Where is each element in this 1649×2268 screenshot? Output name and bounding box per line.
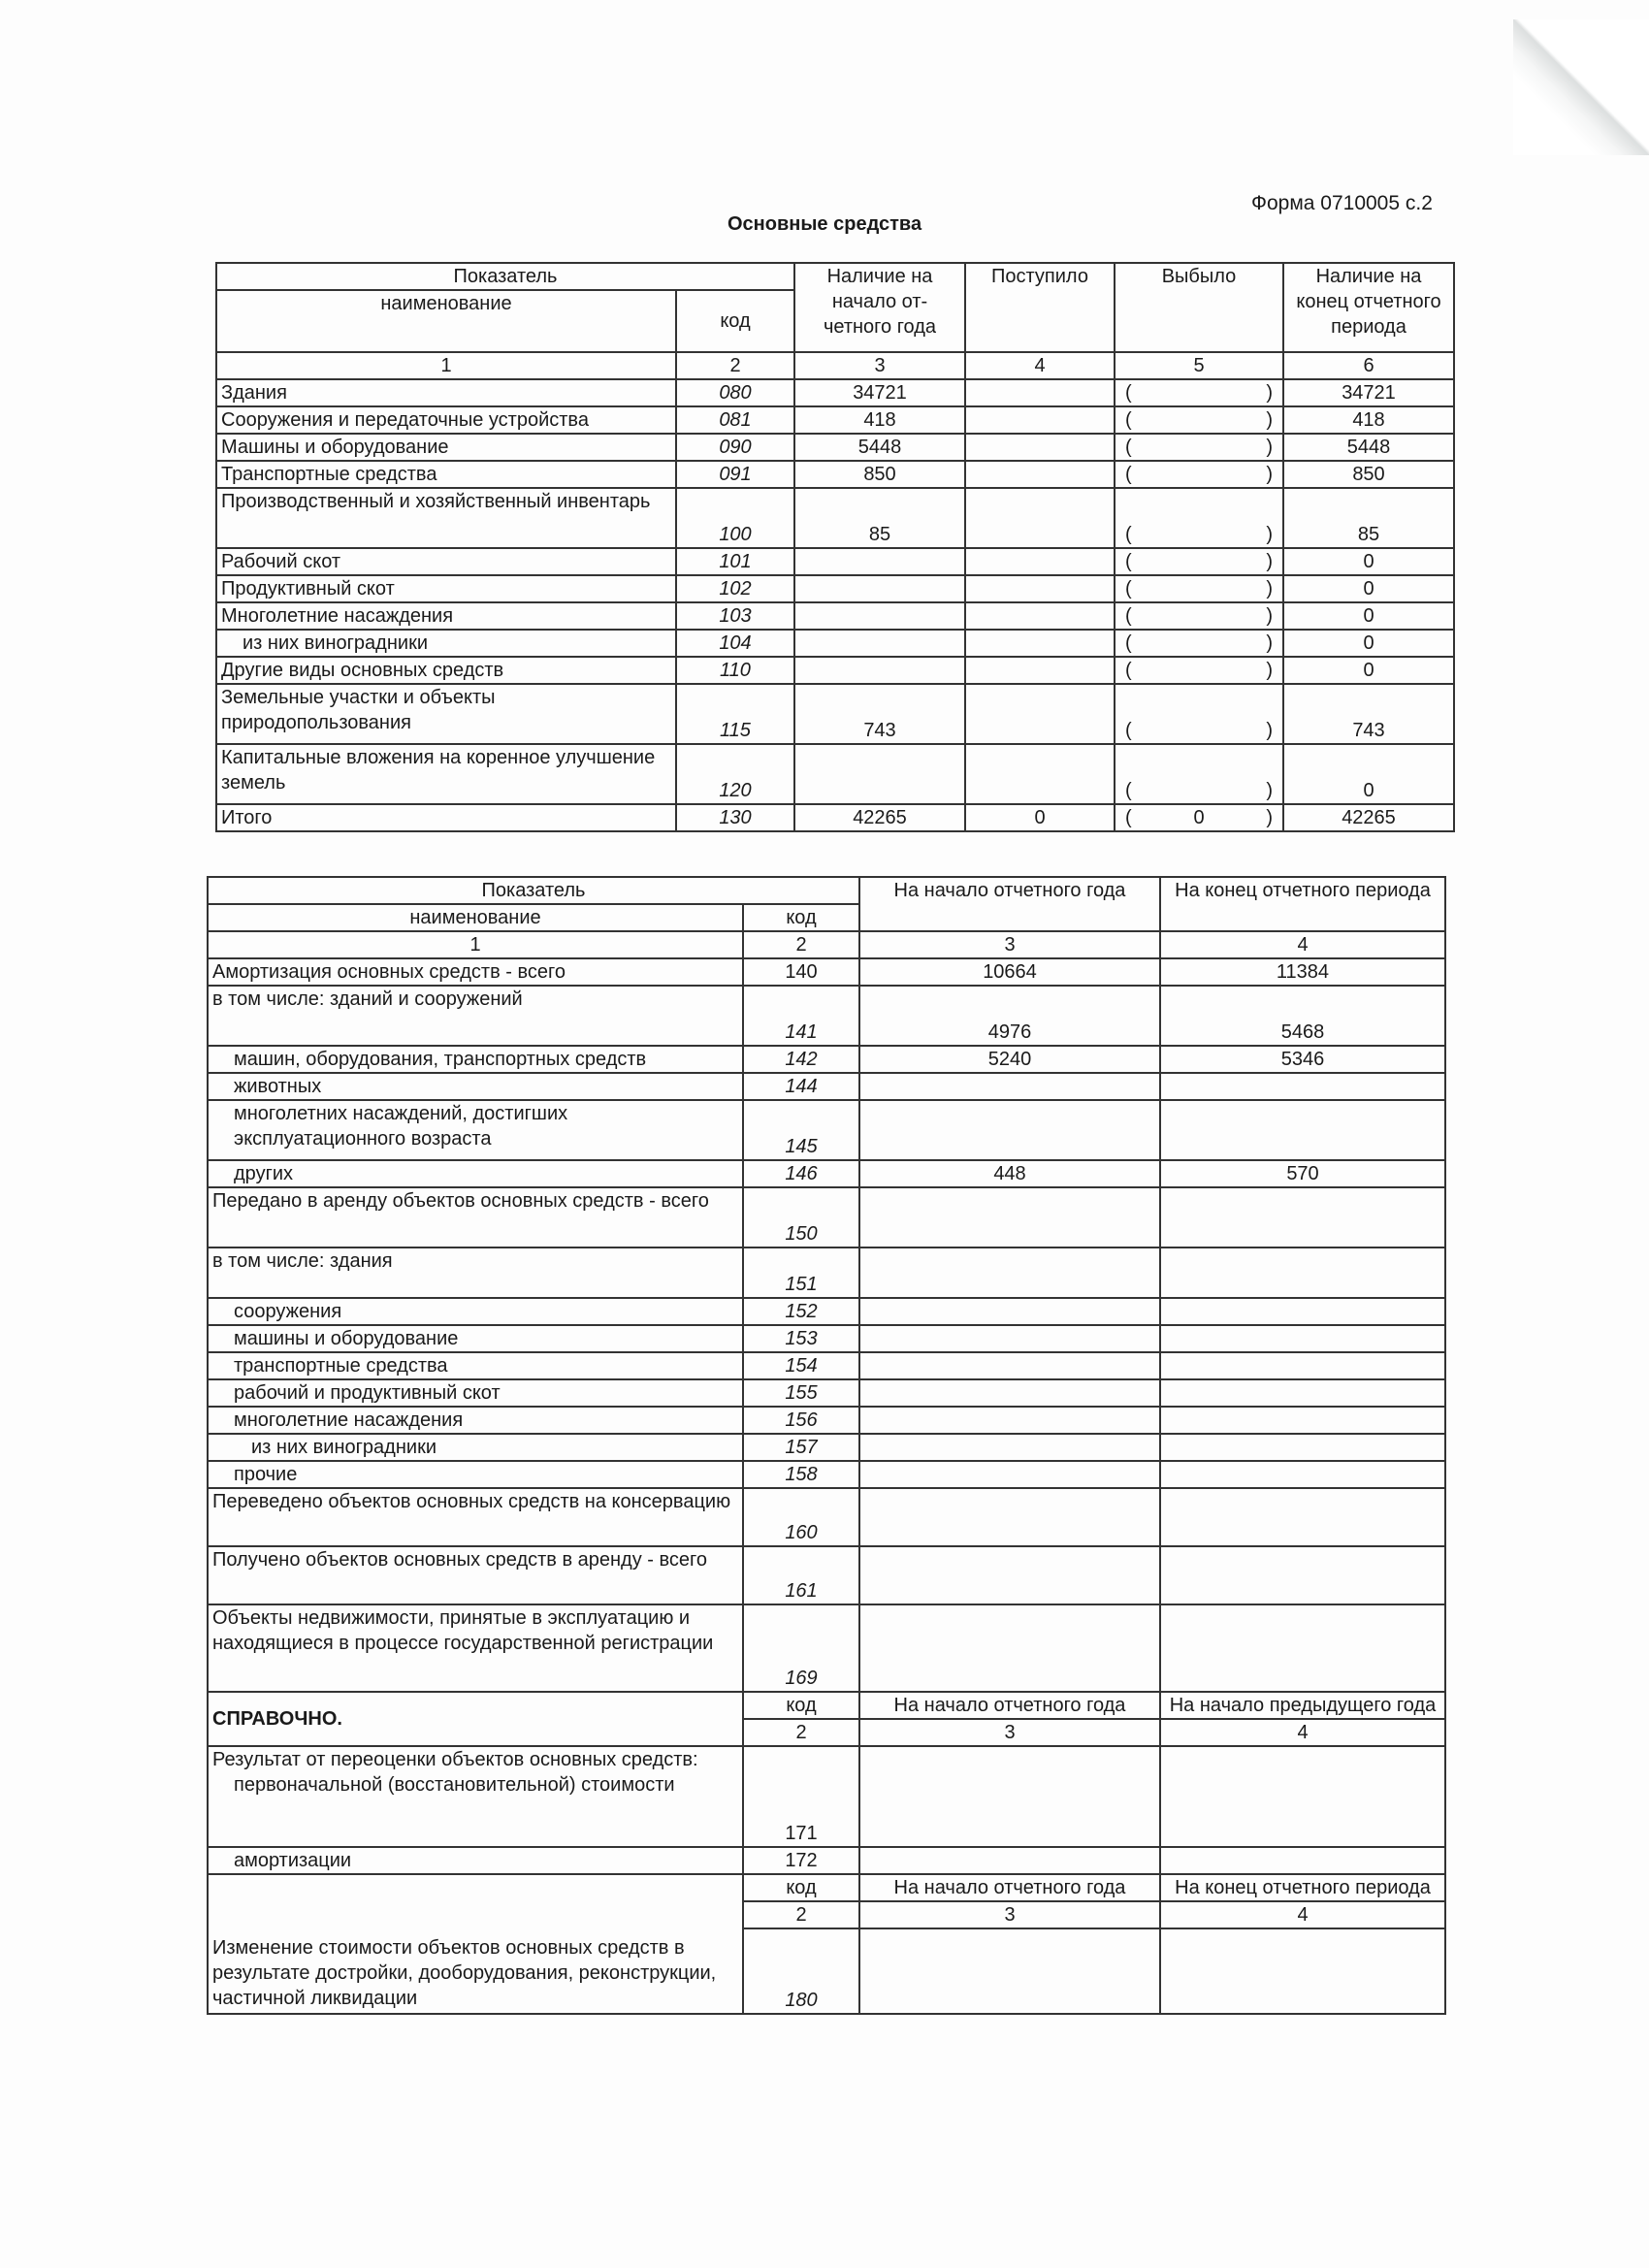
row-code: 180 [743, 1928, 859, 2014]
row-code: 172 [743, 1847, 859, 1874]
cell-disposed[interactable] [1115, 488, 1283, 548]
col-number: 4 [1160, 931, 1445, 958]
col-number: 3 [859, 1719, 1160, 1746]
col-number: 3 [859, 931, 1160, 958]
cell-end[interactable] [1160, 1073, 1445, 1100]
table-row [208, 1434, 1445, 1461]
row-code: 100 [676, 488, 794, 548]
col-number: 2 [676, 352, 794, 379]
row-name: Итого [216, 804, 676, 831]
cell-start[interactable]: 85 [794, 488, 965, 548]
cell-start[interactable]: 850 [794, 461, 965, 488]
cell-start[interactable] [859, 1379, 1160, 1407]
row-code: 102 [676, 575, 794, 602]
row-code: 158 [743, 1461, 859, 1488]
cell-start[interactable] [794, 630, 965, 657]
row-name: Другие виды основных средств [216, 657, 676, 684]
col-number: 1 [216, 352, 676, 379]
header-indicator: Показатель [216, 263, 794, 290]
row-code: 157 [743, 1434, 859, 1461]
row-code: 120 [676, 744, 794, 804]
col-number: 2 [743, 1719, 859, 1746]
cell-end[interactable] [1160, 1407, 1445, 1434]
cell-disposed[interactable] [1115, 630, 1283, 657]
close-paren: ) [1266, 578, 1273, 599]
open-paren: ( [1125, 382, 1132, 404]
cell-end[interactable] [1160, 1187, 1445, 1247]
cell-disposed[interactable] [1115, 602, 1283, 630]
close-paren: ) [1266, 382, 1273, 404]
open-paren: ( [1125, 551, 1132, 572]
row-name: из них виноградники [216, 630, 676, 657]
cell-start[interactable] [859, 1187, 1160, 1247]
row-name: из них виноградники [208, 1434, 743, 1461]
close-paren: ) [1266, 524, 1273, 545]
cell-received[interactable] [965, 630, 1115, 657]
row-code: 152 [743, 1298, 859, 1325]
cell-start[interactable] [794, 548, 965, 575]
open-paren: ( [1125, 437, 1132, 458]
cell-end[interactable]: 0 [1283, 602, 1454, 630]
header-start: Наличие на начало от-четного года [794, 263, 965, 352]
table-row [216, 630, 1454, 657]
cell-start[interactable] [859, 1352, 1160, 1379]
row-name: Земельные участки и объекты природопользования [216, 684, 676, 744]
cell-disposed[interactable] [1115, 548, 1283, 575]
table-row [208, 1488, 1445, 1546]
cell-start[interactable] [859, 1461, 1160, 1488]
revaluation-group-label: Результат от переоценки объектов основных средств: [212, 1749, 698, 1770]
table-row [208, 1352, 1445, 1379]
header-end: Наличие на конец отчетного периода [1283, 263, 1454, 352]
row-code: 103 [676, 602, 794, 630]
fixed-assets-table [215, 262, 1455, 832]
cell-received[interactable] [965, 434, 1115, 461]
ref-header-code: код [743, 1692, 859, 1719]
cell-end[interactable]: 850 [1283, 461, 1454, 488]
cell-end[interactable]: 11384 [1160, 958, 1445, 986]
col-number: 6 [1283, 352, 1454, 379]
cell-disposed[interactable] [1115, 657, 1283, 684]
table-row [208, 1461, 1445, 1488]
row-name: многолетних насаждений, достигших эксплуатационного возраста [208, 1100, 743, 1160]
row-code: 161 [743, 1546, 859, 1604]
close-paren: ) [1266, 780, 1273, 801]
row-code: 171 [743, 1746, 859, 1847]
table-row [216, 461, 1454, 488]
cell-end[interactable]: 85 [1283, 488, 1454, 548]
table-row [216, 804, 1454, 831]
cell-col4[interactable] [1160, 1928, 1445, 2014]
table-row [216, 602, 1454, 630]
row-code: 156 [743, 1407, 859, 1434]
cell-end[interactable] [1160, 1488, 1445, 1546]
cell-received[interactable] [965, 406, 1115, 434]
cell-end[interactable]: 418 [1283, 406, 1454, 434]
page-fold-corner [1513, 19, 1649, 155]
header-start: На начало отчетного года [859, 877, 1160, 931]
row-name: Производственный и хозяйственный инвентарь [216, 488, 676, 548]
close-paren: ) [1266, 409, 1273, 431]
cell-disposed[interactable] [1115, 434, 1283, 461]
header-code: код [676, 290, 794, 352]
row-name: машины и оборудование [208, 1325, 743, 1352]
table-row [208, 1073, 1445, 1100]
header-indicator: Показатель [208, 877, 859, 904]
row-name: Сооружения и передаточные устройства [216, 406, 676, 434]
cell-col4[interactable] [1160, 1746, 1445, 1847]
open-paren: ( [1125, 524, 1132, 545]
row-code: 110 [676, 657, 794, 684]
row-name: Машины и оборудование [216, 434, 676, 461]
depreciation-table [207, 876, 1446, 2015]
cell-start[interactable] [859, 1604, 1160, 1692]
row-code: 155 [743, 1379, 859, 1407]
open-paren: ( [1125, 464, 1132, 485]
cell-received[interactable] [965, 548, 1115, 575]
cell-col4[interactable] [1160, 1847, 1445, 1874]
row-name: прочие [208, 1461, 743, 1488]
cell-end[interactable]: 0 [1283, 657, 1454, 684]
cell-start[interactable]: 418 [794, 406, 965, 434]
cell-disposed[interactable] [1115, 744, 1283, 804]
row-code: 144 [743, 1073, 859, 1100]
cell-disposed[interactable] [1115, 575, 1283, 602]
cell-start[interactable] [794, 575, 965, 602]
cell-col3[interactable] [859, 1746, 1160, 1847]
row-code: 091 [676, 461, 794, 488]
cell-end[interactable]: 0 [1283, 548, 1454, 575]
row-code: 146 [743, 1160, 859, 1187]
row-code: 101 [676, 548, 794, 575]
cell-end[interactable]: 42265 [1283, 804, 1454, 831]
cell-received[interactable] [965, 657, 1115, 684]
cell-start[interactable] [859, 1298, 1160, 1325]
table-row [208, 986, 1445, 1046]
close-paren: ) [1266, 807, 1273, 828]
cell-end[interactable]: 5468 [1160, 986, 1445, 1046]
open-paren: ( [1125, 660, 1132, 681]
cell-disposed[interactable] [1115, 461, 1283, 488]
row-name: Многолетние насаждения [216, 602, 676, 630]
col-number: 3 [859, 1901, 1160, 1928]
row-name: Амортизация основных средств - всего [208, 958, 743, 986]
cell-end[interactable] [1160, 1434, 1445, 1461]
row-code: 104 [676, 630, 794, 657]
row-code: 090 [676, 434, 794, 461]
row-name: в том числе: здания [208, 1247, 743, 1298]
cell-disposed[interactable] [1115, 684, 1283, 744]
row-name: Переведено объектов основных средств на консервацию [208, 1488, 743, 1546]
row-code: 080 [676, 379, 794, 406]
cell-start[interactable] [859, 1546, 1160, 1604]
cell-end[interactable]: 570 [1160, 1160, 1445, 1187]
row-name: транспортные средства [208, 1352, 743, 1379]
table-row [208, 1160, 1445, 1187]
col-number: 1 [208, 931, 743, 958]
table-row [216, 488, 1454, 548]
cell-start[interactable]: 10664 [859, 958, 1160, 986]
table-row [208, 1546, 1445, 1604]
row-name [208, 1746, 743, 1847]
row-171-name: первоначальной (восстановительной) стоимости [234, 1774, 675, 1796]
header-end: На конец отчетного периода [1160, 877, 1445, 931]
row-code: 153 [743, 1325, 859, 1352]
cell-start[interactable]: 448 [859, 1160, 1160, 1187]
col-number: 2 [743, 1901, 859, 1928]
table-row [208, 1379, 1445, 1407]
col-number: 4 [965, 352, 1115, 379]
cell-received[interactable] [965, 488, 1115, 548]
open-paren: ( [1125, 780, 1132, 801]
row-code: 081 [676, 406, 794, 434]
row-code: 160 [743, 1488, 859, 1546]
cell-end[interactable] [1160, 1298, 1445, 1325]
row-name: Объекты недвижимости, принятые в эксплуатацию и находящиеся в процессе государственной регистрации [208, 1604, 743, 1692]
header-name: наименование [216, 290, 676, 352]
cell-col3[interactable] [859, 1928, 1160, 2014]
table-row [208, 1187, 1445, 1247]
cell-start[interactable]: 34721 [794, 379, 965, 406]
cell-start[interactable]: 4976 [859, 986, 1160, 1046]
header-received: Поступило [965, 263, 1115, 352]
cell-received[interactable] [965, 461, 1115, 488]
cell-received[interactable] [965, 684, 1115, 744]
cell-end[interactable] [1160, 1100, 1445, 1160]
col-number: 4 [1160, 1719, 1445, 1746]
cell-received[interactable]: 0 [965, 804, 1115, 831]
table-row [216, 744, 1454, 804]
row-name: Транспортные средства [216, 461, 676, 488]
table-row [208, 1847, 1445, 1874]
cell-start[interactable]: 743 [794, 684, 965, 744]
row-name: машин, оборудования, транспортных средств [208, 1046, 743, 1073]
cell-start[interactable] [859, 1100, 1160, 1160]
cell-disposed[interactable] [1115, 406, 1283, 434]
change-header-col4: На конец отчетного периода [1160, 1874, 1445, 1901]
col-number: 3 [794, 352, 965, 379]
table-row [216, 406, 1454, 434]
row-code: 130 [676, 804, 794, 831]
row-name: Продуктивный скот [216, 575, 676, 602]
col-number: 4 [1160, 1901, 1445, 1928]
cell-received[interactable] [965, 602, 1115, 630]
header-name: наименование [208, 904, 743, 931]
row-name: сооружения [208, 1298, 743, 1325]
table-row [216, 657, 1454, 684]
table-row [216, 684, 1454, 744]
open-paren: ( [1125, 409, 1132, 431]
row-name: Передано в аренду объектов основных средств - всего [208, 1187, 743, 1247]
ref-header-col3: На начало отчетного года [859, 1692, 1160, 1719]
row-code: 169 [743, 1604, 859, 1692]
cell-end[interactable]: 5448 [1283, 434, 1454, 461]
cell-start[interactable] [794, 744, 965, 804]
cell-start[interactable] [859, 1488, 1160, 1546]
cell-end[interactable] [1160, 1325, 1445, 1352]
table-row [216, 379, 1454, 406]
cell-received[interactable] [965, 379, 1115, 406]
cell-received[interactable] [965, 575, 1115, 602]
close-paren: ) [1266, 605, 1273, 627]
table-row [216, 575, 1454, 602]
cell-start[interactable] [859, 1434, 1160, 1461]
row-code: 145 [743, 1100, 859, 1160]
row-name: рабочий и продуктивный скот [208, 1379, 743, 1407]
cell-end[interactable] [1160, 1352, 1445, 1379]
row-code: 142 [743, 1046, 859, 1073]
cell-end[interactable]: 743 [1283, 684, 1454, 744]
table-row [208, 1604, 1445, 1692]
cell-start[interactable]: 5448 [794, 434, 965, 461]
row-name: других [208, 1160, 743, 1187]
cell-col3[interactable] [859, 1847, 1160, 1874]
table-row [208, 1046, 1445, 1073]
ref-header-col4: На начало предыдущего года [1160, 1692, 1445, 1719]
cell-end[interactable]: 0 [1283, 575, 1454, 602]
table-row [208, 958, 1445, 986]
row-name: Здания [216, 379, 676, 406]
close-paren: ) [1266, 551, 1273, 572]
row-code: 140 [743, 958, 859, 986]
cell-end[interactable] [1160, 1546, 1445, 1604]
cell-end[interactable]: 5346 [1160, 1046, 1445, 1073]
change-row-name: Изменение стоимости объектов основных средств в результате достройки, дооборудования, реконструкции, частичной ликвидации [208, 1874, 743, 2014]
col-number: 2 [743, 931, 859, 958]
cell-end[interactable]: 34721 [1283, 379, 1454, 406]
table-row [208, 1746, 1445, 1847]
row-name: Капитальные вложения на коренное улучшение земель [216, 744, 676, 804]
cell-end[interactable]: 0 [1283, 630, 1454, 657]
cell-start[interactable] [859, 1073, 1160, 1100]
row-name: Получено объектов основных средств в аренду - всего [208, 1546, 743, 1604]
cell-end[interactable] [1160, 1604, 1445, 1692]
cell-disposed[interactable] [1115, 804, 1283, 831]
row-name: амортизации [208, 1847, 743, 1874]
cell-received[interactable] [965, 744, 1115, 804]
cell-start[interactable]: 42265 [794, 804, 965, 831]
form-reference: Форма 0710005 с.2 [1251, 192, 1433, 214]
close-paren: ) [1266, 464, 1273, 485]
row-code: 154 [743, 1352, 859, 1379]
cell-end[interactable] [1160, 1379, 1445, 1407]
cell-start[interactable] [859, 1325, 1160, 1352]
row-name: в том числе: зданий и сооружений [208, 986, 743, 1046]
header-disposed: Выбыло [1115, 263, 1283, 352]
table-row [208, 1247, 1445, 1298]
cell-end[interactable]: 0 [1283, 744, 1454, 804]
cell-start[interactable] [794, 602, 965, 630]
table-row [208, 1325, 1445, 1352]
close-paren: ) [1266, 720, 1273, 741]
change-header-col3: На начало отчетного года [859, 1874, 1160, 1901]
table-row [216, 434, 1454, 461]
row-code: 141 [743, 986, 859, 1046]
disposed-value: 0 [1193, 807, 1205, 828]
col-number: 5 [1115, 352, 1283, 379]
open-paren: ( [1125, 632, 1132, 654]
reference-label: СПРАВОЧНО. [208, 1692, 743, 1746]
table-row [208, 1298, 1445, 1325]
open-paren: ( [1125, 807, 1132, 828]
open-paren: ( [1125, 578, 1132, 599]
cell-start[interactable]: 5240 [859, 1046, 1160, 1073]
page-title: Основные средства [728, 213, 922, 235]
cell-disposed[interactable] [1115, 379, 1283, 406]
table-row [216, 548, 1454, 575]
row-name: Рабочий скот [216, 548, 676, 575]
close-paren: ) [1266, 632, 1273, 654]
table-row [208, 1100, 1445, 1160]
cell-start[interactable] [794, 657, 965, 684]
cell-end[interactable] [1160, 1461, 1445, 1488]
close-paren: ) [1266, 437, 1273, 458]
open-paren: ( [1125, 720, 1132, 741]
open-paren: ( [1125, 605, 1132, 627]
row-code: 115 [676, 684, 794, 744]
header-code: код [743, 904, 859, 931]
cell-start[interactable] [859, 1247, 1160, 1298]
close-paren: ) [1266, 660, 1273, 681]
change-header-code: код [743, 1874, 859, 1901]
row-code: 151 [743, 1247, 859, 1298]
row-name: животных [208, 1073, 743, 1100]
cell-start[interactable] [859, 1407, 1160, 1434]
row-name: многолетние насаждения [208, 1407, 743, 1434]
row-code: 150 [743, 1187, 859, 1247]
cell-end[interactable] [1160, 1247, 1445, 1298]
table-row [208, 1407, 1445, 1434]
